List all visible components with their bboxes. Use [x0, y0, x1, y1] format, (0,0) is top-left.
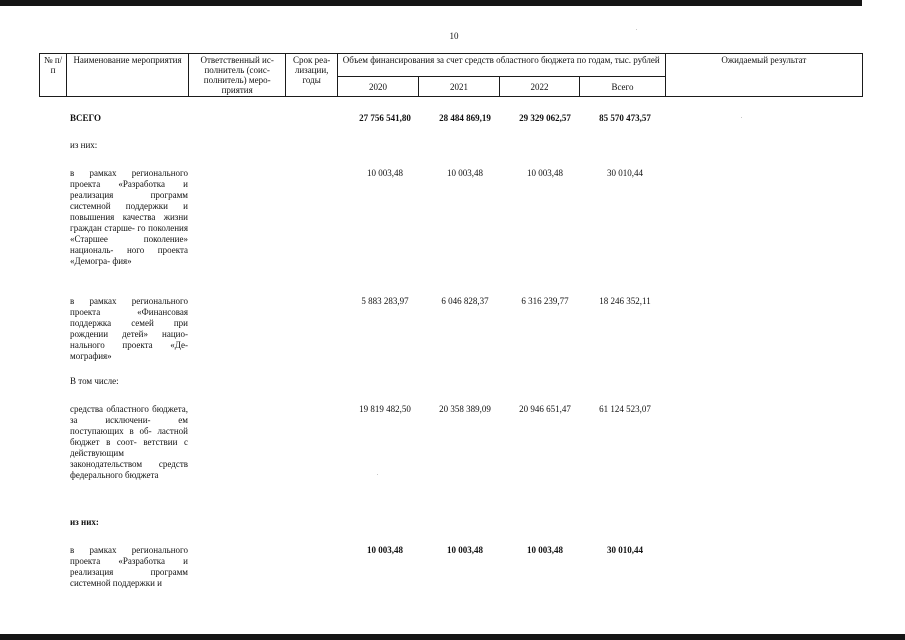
- row-name: из них:: [70, 140, 98, 150]
- row-value-total: 18 246 352,11: [599, 296, 651, 306]
- row-name: в рамках регионального проекта «Финансовая поддержка семей при рождении детей» нацио- нального проекта «Де- мография»: [70, 296, 188, 361]
- row-value-2021: 6 046 828,37: [441, 296, 489, 306]
- row-value-2022: 10 003,48: [527, 168, 563, 178]
- bottom-border-rule: [0, 634, 905, 640]
- header-name: Наименование мероприятия: [67, 54, 189, 97]
- row-value-2022: 29 329 062,57: [519, 113, 571, 123]
- row-value-2020: 27 756 541,80: [359, 113, 411, 123]
- row-value-total: 61 124 523,07: [599, 404, 651, 414]
- header-term: Срок реа- лизации, годы: [286, 54, 337, 97]
- row-value-2021: 20 358 389,09: [439, 404, 491, 414]
- row-value-2021: 10 003,48: [447, 545, 483, 555]
- row-value-2020: 10 003,48: [367, 545, 403, 555]
- row-value-2020: 5 883 283,97: [361, 296, 409, 306]
- row-value-2022: 10 003,48: [527, 545, 563, 555]
- header-year-2021: 2021: [419, 77, 499, 97]
- row-name: средства областного бюджета, за исключени- ем поступающих в об- ластной бюджет в соот- ветствии с действующим законодательством средств федерального бюджета: [70, 404, 188, 480]
- row-name: ВСЕГО: [70, 113, 102, 123]
- row-value-2022: 20 946 651,47: [519, 404, 571, 414]
- header-funding: Объем финансирования за счет средств областного бюджета по годам, тыс. рублей: [337, 54, 665, 77]
- row-value-2022: 6 316 239,77: [521, 296, 569, 306]
- row-value-2021: 28 484 869,19: [439, 113, 491, 123]
- row-name: в рамках регионального проекта «Разработка и реализация программ системной поддержки и: [70, 545, 188, 588]
- header-year-2020: 2020: [337, 77, 418, 97]
- header-executor: Ответственный ис- полнитель (соис- полнитель) меро- приятия: [188, 54, 286, 97]
- scan-speck: [636, 29, 637, 30]
- row-value-total: 30 010,44: [607, 168, 643, 178]
- row-value-total: 30 010,44: [607, 545, 643, 555]
- scan-speck: [377, 474, 378, 475]
- row-name: из них:: [70, 517, 99, 527]
- row-value-2021: 10 003,48: [447, 168, 483, 178]
- row-name: В том числе:: [70, 376, 119, 386]
- row-value-2020: 19 819 482,50: [359, 404, 411, 414]
- header-result: Ожидаемый результат: [665, 54, 862, 97]
- row-name: в рамках регионального проекта «Разработка и реализация программ системной поддержки и повышения качества жизни граждан старше- го поколения «Старшее поколение» националь- ного проекта «Демогра- фия»: [70, 168, 188, 266]
- header-number: № п/п: [40, 54, 67, 97]
- row-value-total: 85 570 473,57: [599, 113, 651, 123]
- row-value-2020: 10 003,48: [367, 168, 403, 178]
- page-number: 10: [449, 31, 459, 41]
- header-total: Всего: [580, 77, 666, 97]
- scan-speck: [741, 117, 742, 118]
- header-year-2022: 2022: [499, 77, 579, 97]
